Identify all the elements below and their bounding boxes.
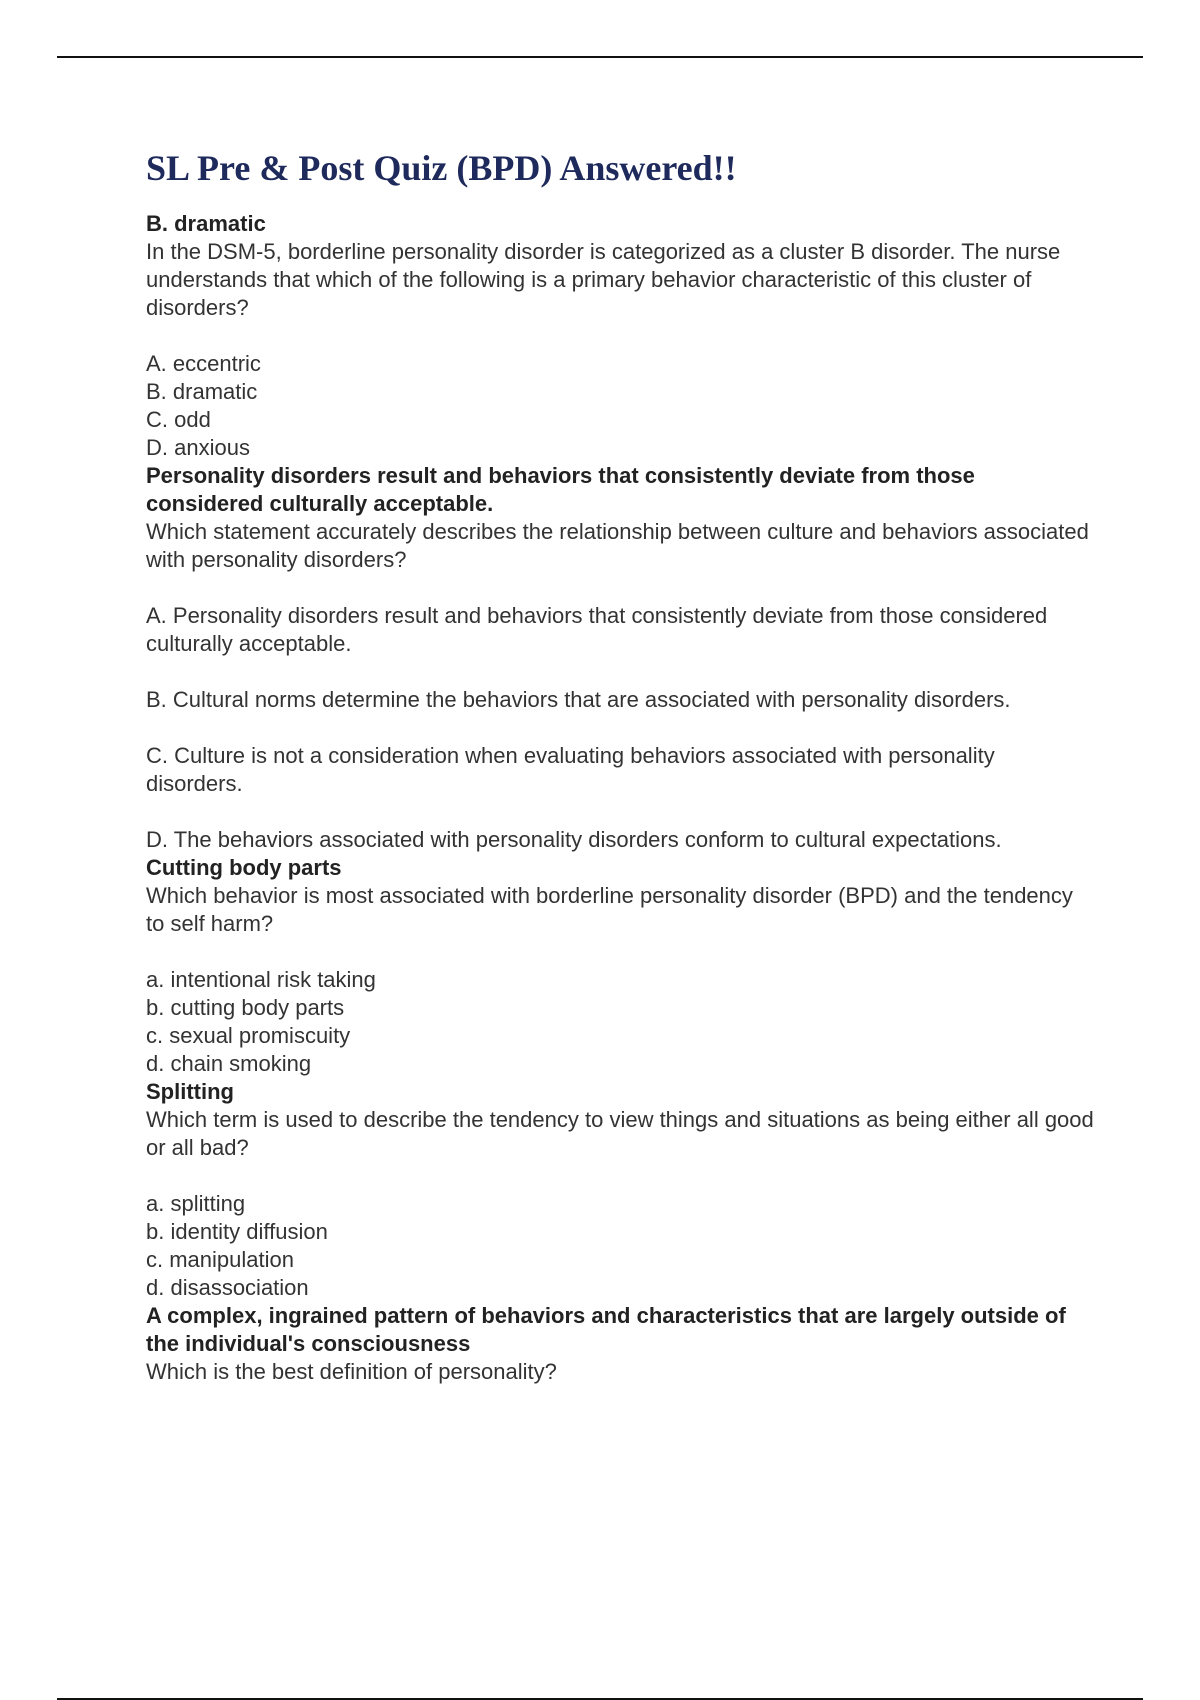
option-item: A. Personality disorders result and behaviors that consistently deviate from those considered culturally acceptable. — [146, 603, 1048, 656]
option-item: c. sexual promiscuity — [146, 1023, 351, 1048]
option-item: D. anxious — [146, 435, 250, 460]
flashcard — [146, 1078, 1096, 1302]
card-question: Which term is used to describe the tendency to view things and situations as being either all good or all bad? — [146, 1107, 1094, 1160]
option-list — [146, 966, 1096, 1078]
document-title: SL Pre & Post Quiz (BPD) Answered!! — [146, 148, 737, 188]
card-answer: A complex, ingrained pattern of behaviors and characteristics that are largely outside of the individual's consciousness — [146, 1303, 1066, 1356]
option-item: A. eccentric — [146, 351, 261, 376]
option-item: c. manipulation — [146, 1247, 294, 1272]
card-answer: Cutting body parts — [146, 855, 342, 880]
option-item: B. Cultural norms determine the behaviors that are associated with personality disorders. — [146, 687, 1011, 712]
flashcard — [146, 210, 1096, 462]
option-item: D. The behaviors associated with personality disorders conform to cultural expectations. — [146, 827, 1002, 852]
option-item: B. dramatic — [146, 379, 258, 404]
option-list — [146, 350, 1096, 462]
spacer — [146, 938, 1096, 966]
option-item: a. intentional risk taking — [146, 967, 376, 992]
option-item: a. splitting — [146, 1191, 246, 1216]
card-question: In the DSM-5, borderline personality disorder is categorized as a cluster B disorder. The nurse understands that which of the following is a primary behavior characteristic of this cluster of disorders? — [146, 239, 1061, 320]
option-item: C. odd — [146, 407, 211, 432]
spacer — [146, 322, 1096, 350]
card-question: Which statement accurately describes the relationship between culture and behaviors associated with personality disorders? — [146, 519, 1089, 572]
document-body — [146, 146, 1096, 1386]
card-question: Which behavior is most associated with borderline personality disorder (BPD) and the tendency to self harm? — [146, 883, 1073, 936]
spacer — [146, 1162, 1096, 1190]
option-item: b. cutting body parts — [146, 995, 345, 1020]
spacer — [146, 574, 1096, 602]
flashcard — [146, 854, 1096, 1078]
option-item: d. disassociation — [146, 1275, 309, 1300]
card-answer: Splitting — [146, 1079, 234, 1104]
option-list — [146, 1190, 1096, 1302]
flashcard — [146, 462, 1096, 854]
option-item: C. Culture is not a consideration when evaluating behaviors associated with personality disorders. — [146, 743, 995, 796]
top-rule — [57, 56, 1143, 58]
option-item: d. chain smoking — [146, 1051, 312, 1076]
card-question: Which is the best definition of personality? — [146, 1359, 557, 1384]
card-answer: Personality disorders result and behaviors that consistently deviate from those considered culturally acceptable. — [146, 463, 975, 516]
flashcard — [146, 1302, 1096, 1386]
card-answer: B. dramatic — [146, 211, 266, 236]
option-item: b. identity diffusion — [146, 1219, 328, 1244]
option-list — [146, 602, 1096, 854]
